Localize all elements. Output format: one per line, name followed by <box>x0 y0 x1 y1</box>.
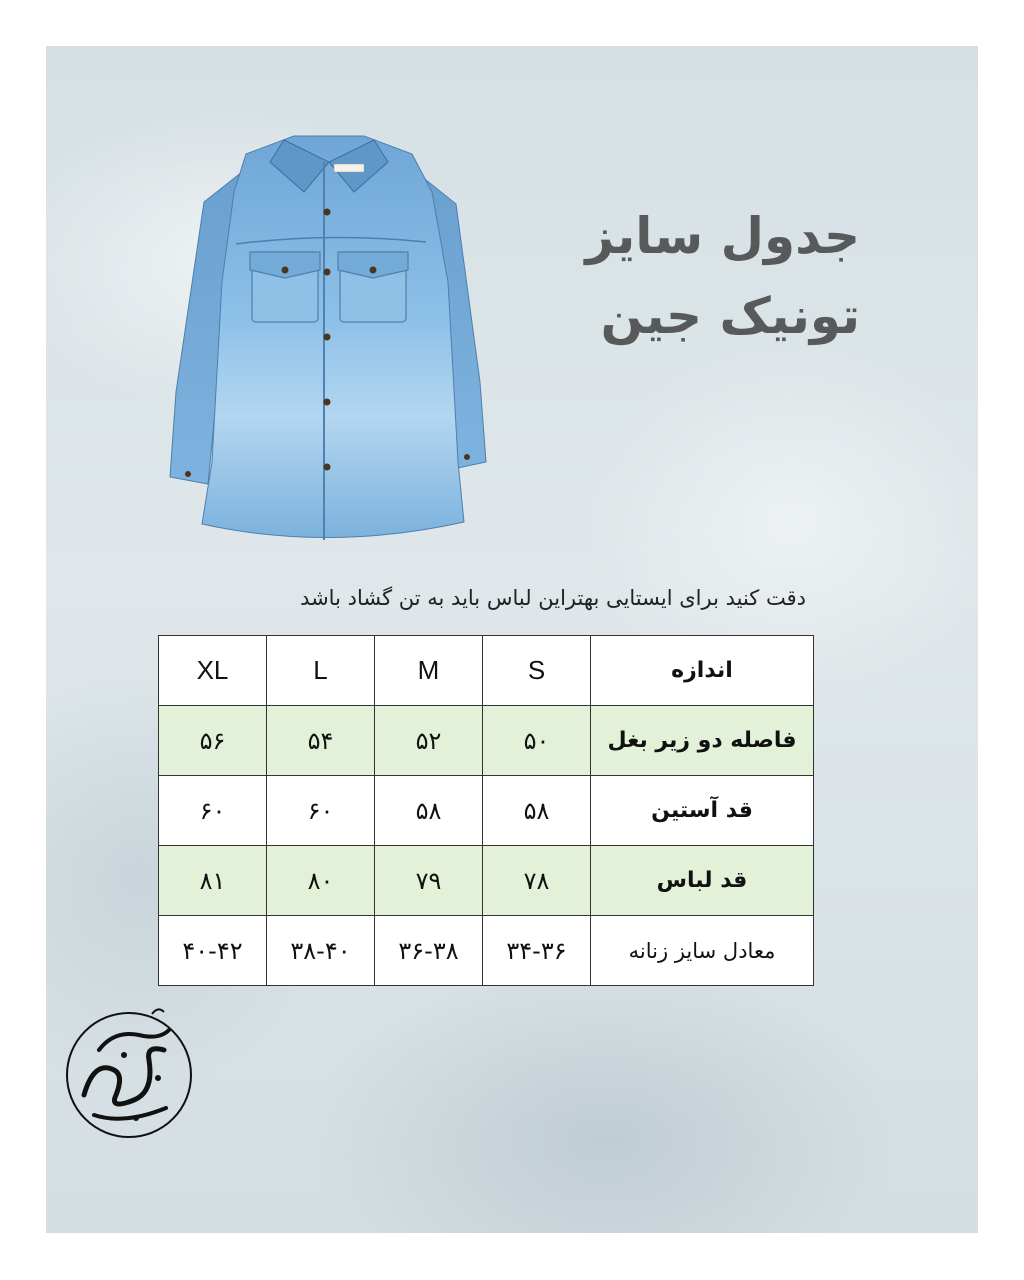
size-header-l: L <box>267 636 375 706</box>
table-cell: ۵۸ <box>375 776 483 846</box>
table-cell: ۵۶ <box>159 706 267 776</box>
row-label: قد لباس <box>591 846 814 916</box>
table-cell: ۵۸ <box>483 776 591 846</box>
table-cell: ۳۸-۴۰ <box>267 916 375 986</box>
table-cell: ۵۴ <box>267 706 375 776</box>
row-label: معادل سایز زنانه <box>591 916 814 986</box>
row-label: فاصله دو زیر بغل <box>591 706 814 776</box>
calligraphy-seal-icon <box>54 1000 204 1150</box>
table-cell: ۸۱ <box>159 846 267 916</box>
table-cell: ۳۶-۳۸ <box>375 916 483 986</box>
table-header-row <box>159 636 814 706</box>
size-header-s: S <box>483 636 591 706</box>
table-cell: ۳۴-۳۶ <box>483 916 591 986</box>
table-row <box>159 706 814 776</box>
table-cell: ۸۰ <box>267 846 375 916</box>
size-header-xl: XL <box>159 636 267 706</box>
denim-shirt-icon <box>164 132 494 552</box>
table-cell: ۶۰ <box>267 776 375 846</box>
table-row <box>159 846 814 916</box>
table-cell: ۵۲ <box>375 706 483 776</box>
size-chart-card <box>46 46 978 1233</box>
table-cell: ۷۸ <box>483 846 591 916</box>
table-row <box>159 776 814 846</box>
header-label: اندازه <box>591 636 814 706</box>
row-label: قد آستین <box>591 776 814 846</box>
page-title <box>500 196 860 356</box>
fit-note: دقت کنید برای ایستایی بهتراین لباس باید به تن گشاد باشد <box>300 586 806 610</box>
table-cell: ۵۰ <box>483 706 591 776</box>
table-row <box>159 916 814 986</box>
table-cell: ۴۰-۴۲ <box>159 916 267 986</box>
size-table <box>158 635 814 986</box>
table-cell: ۷۹ <box>375 846 483 916</box>
size-header-m: M <box>375 636 483 706</box>
title-line-2: تونیک جین <box>600 287 860 345</box>
title-line-1: جدول سایز <box>585 207 860 265</box>
table-cell: ۶۰ <box>159 776 267 846</box>
